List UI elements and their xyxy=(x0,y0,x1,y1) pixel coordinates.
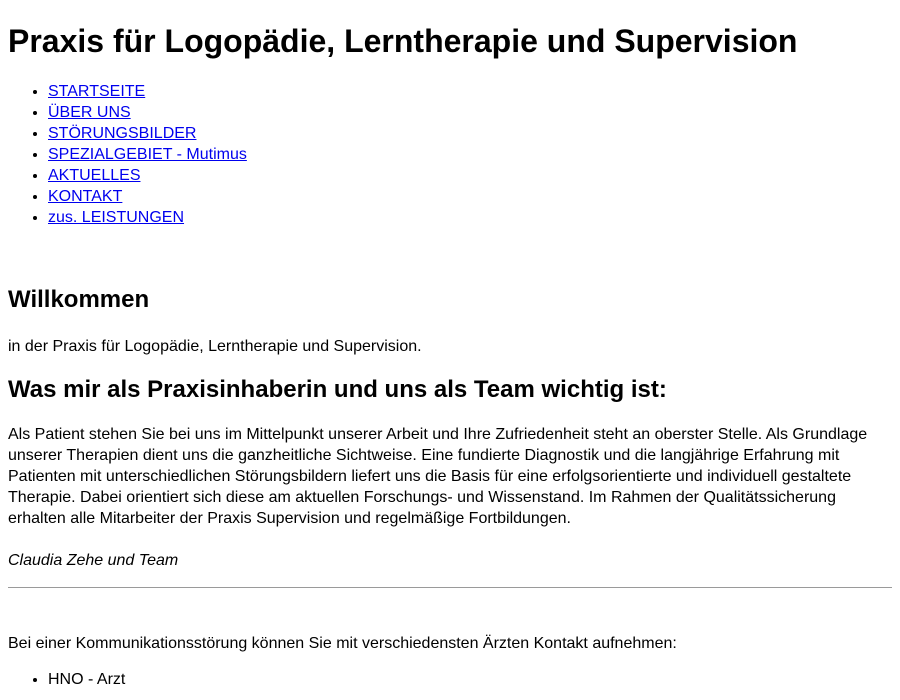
nav-item-ueber-uns xyxy=(48,102,892,123)
page-title: Praxis für Logopädie, Lerntherapie und Supervision xyxy=(8,23,798,59)
doctors-intro: Bei einer Kommunikationsstörung können Sie mit verschiedensten Ärzten Kontakt aufnehmen: xyxy=(8,635,677,652)
values-text: Als Patient stehen Sie bei uns im Mittelpunkt unserer Arbeit und Ihre Zufriedenheit steht an oberster Stelle. Als Grundlage unserer Therapien dient uns die ganzheitliche Sichtweise. Eine fundierte Diagnostik und die langjährige Erfahrung mit Patienten mit unterschiedlichen Störungsbildern liefert uns die Basis für eine erfolgsorientierte und individuell gestaltete Therapie. Dabei orientiert sich diese am aktuellen Forschungs- und Wissenstand. Im Rahmen der Qualitätssicherung erhalten alle Mitarbeiter der Praxis Supervision und regelmäßige Fortbildungen. xyxy=(8,426,868,527)
list-item: • HNO - Arzt xyxy=(48,669,892,690)
nav-link-zus-leistungen[interactable]: zus. LEISTUNGEN xyxy=(48,209,185,226)
values-heading: Was mir als Praxisinhaberin und uns als Team wichtig ist: xyxy=(8,376,667,403)
welcome-text: in der Praxis für Logopädie, Lerntherapie und Supervision. xyxy=(8,338,422,355)
divider xyxy=(8,587,892,588)
signature: Claudia Zehe und Team xyxy=(8,552,179,569)
nav-link-stoerungsbilder[interactable]: STÖRUNGSBILDER xyxy=(48,125,197,142)
nav-item-aktuelles xyxy=(48,165,892,186)
nav-item-spezialgebiet xyxy=(48,144,892,165)
welcome-heading: Willkommen xyxy=(8,286,150,313)
nav-link-aktuelles[interactable]: AKTUELLES xyxy=(48,167,141,184)
main-nav xyxy=(8,81,892,228)
nav-item-zus-leistungen xyxy=(48,207,892,228)
nav-item-startseite xyxy=(48,81,892,102)
nav-link-spezialgebiet[interactable]: SPEZIALGEBIET - Mutimus xyxy=(48,146,247,163)
nav-item-kontakt xyxy=(48,186,892,207)
doctors-list xyxy=(8,669,892,690)
nav-link-startseite[interactable]: STARTSEITE xyxy=(48,83,146,100)
nav-link-kontakt[interactable]: KONTAKT xyxy=(48,188,123,205)
nav-link-ueber-uns[interactable]: ÜBER UNS xyxy=(48,104,131,121)
nav-item-stoerungsbilder xyxy=(48,123,892,144)
